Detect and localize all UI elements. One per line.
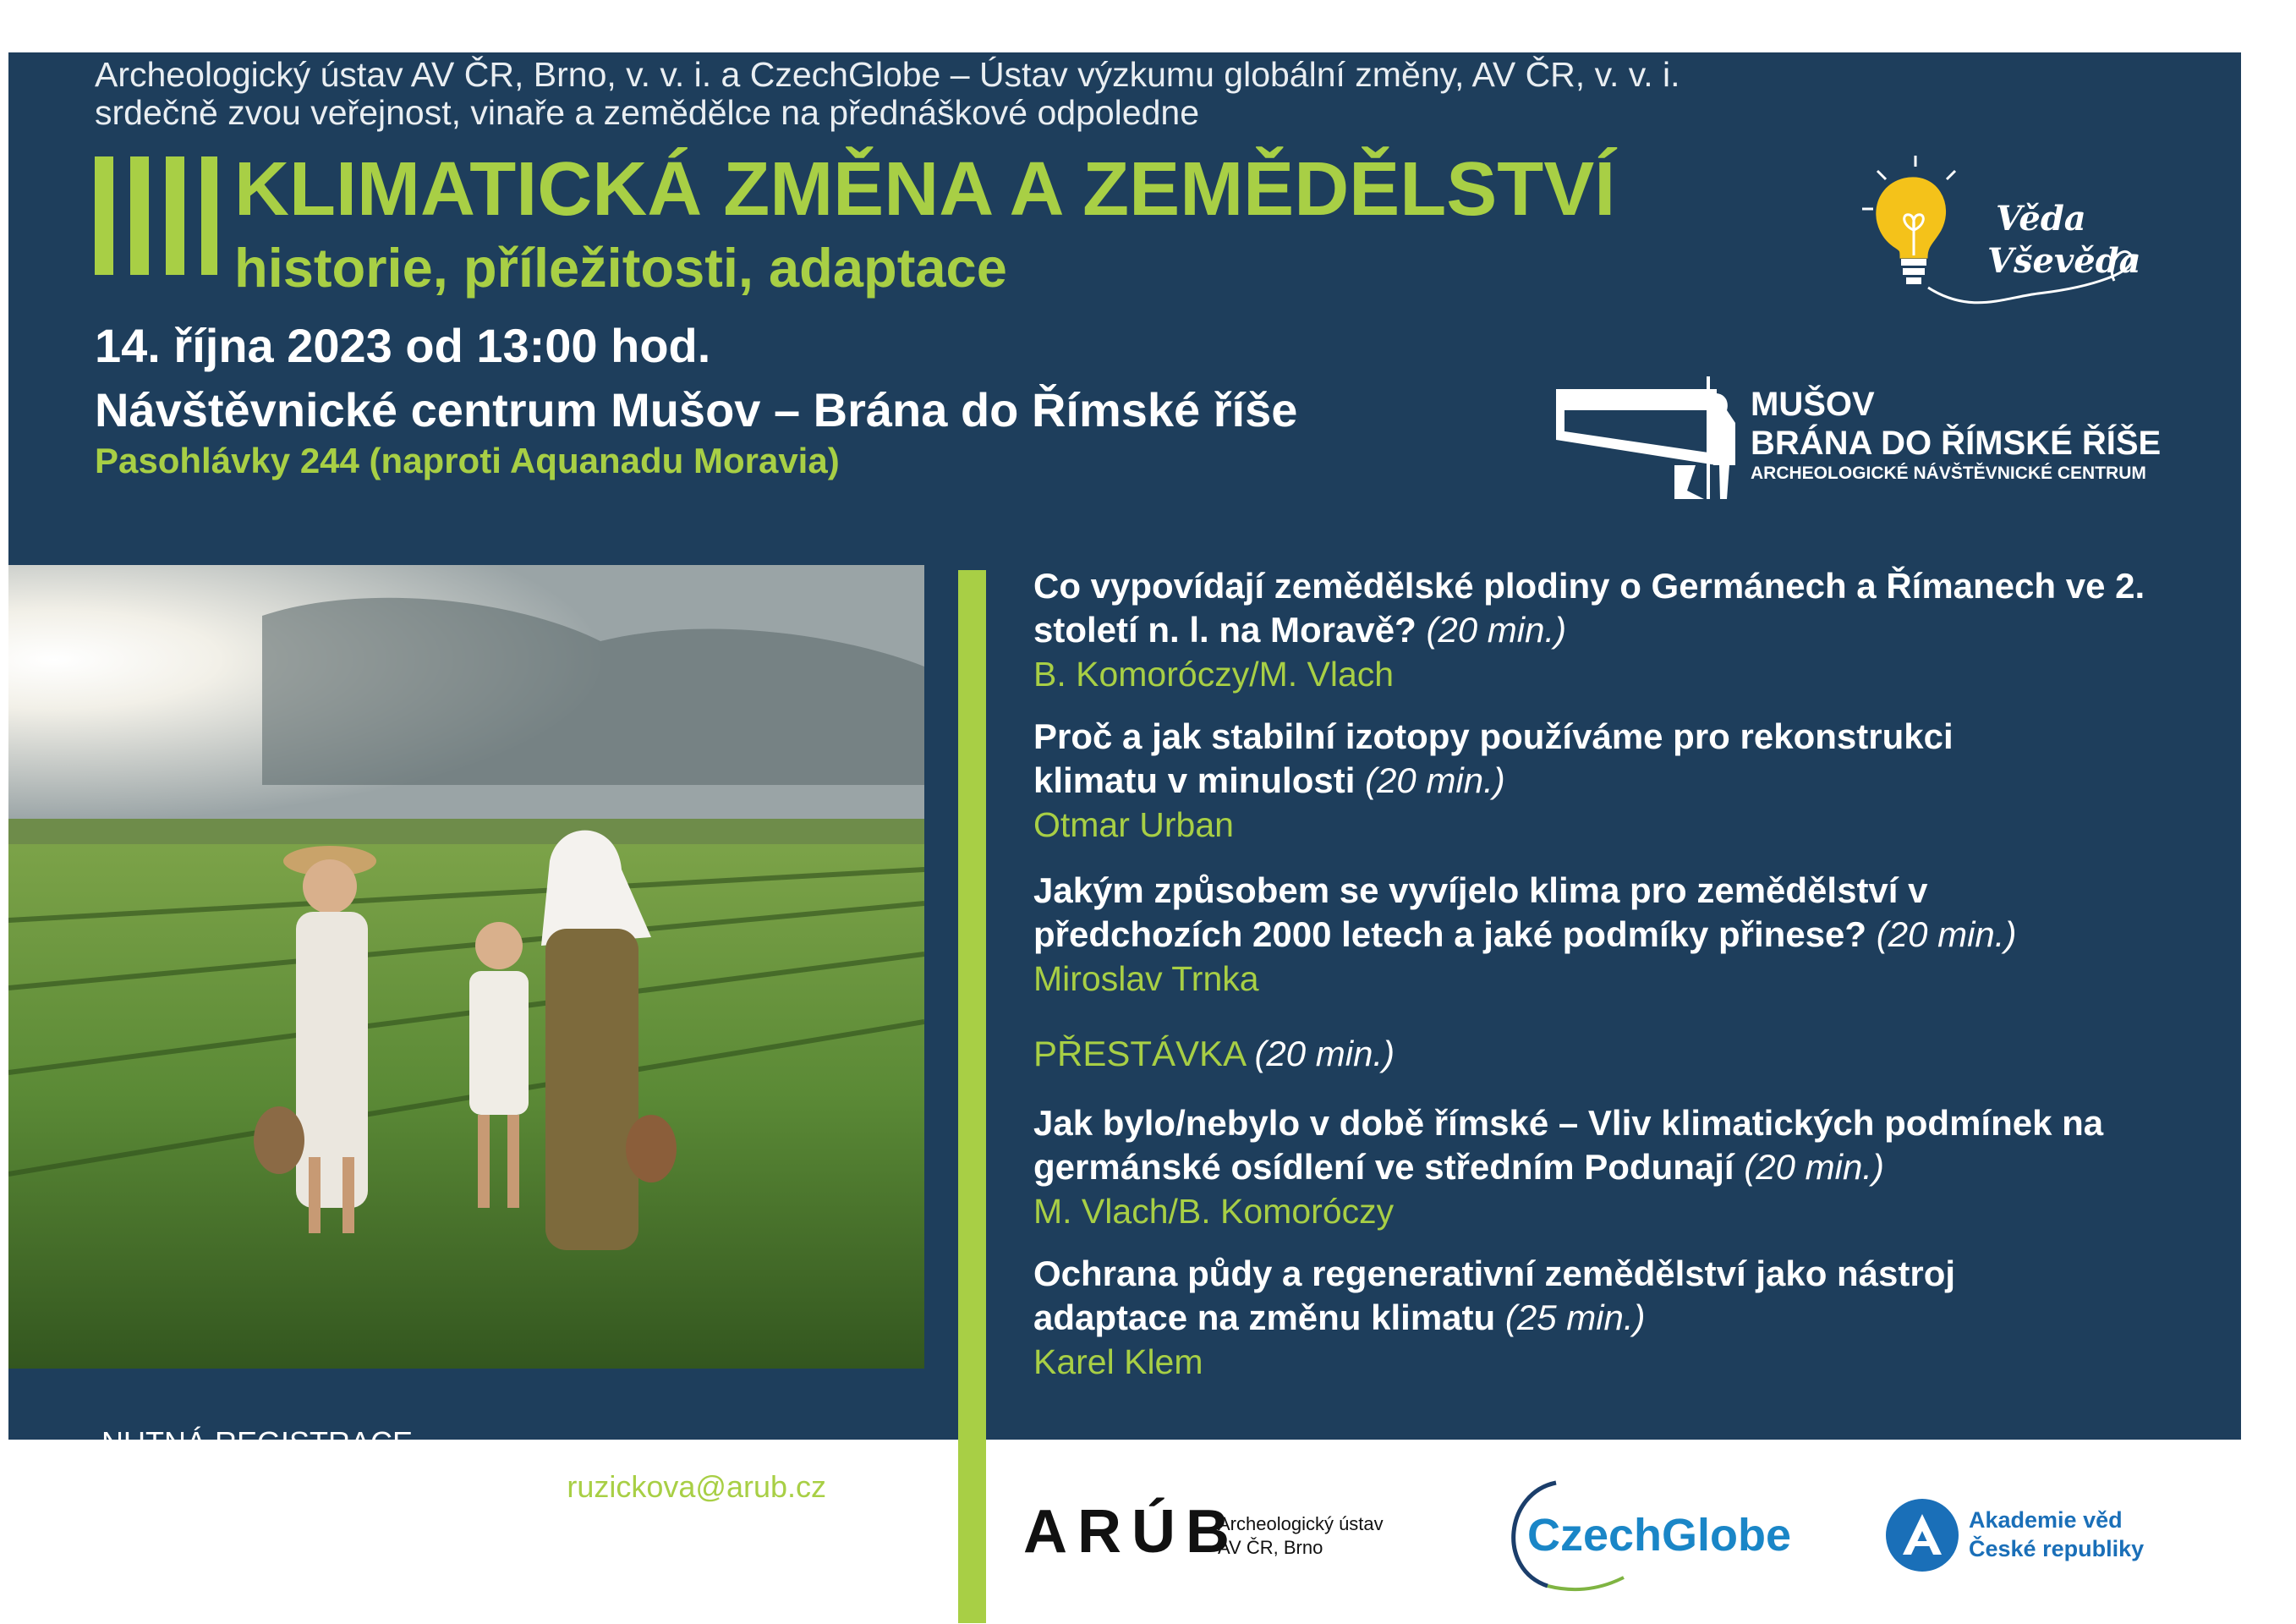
talk-speaker: Otmar Urban xyxy=(1033,805,1234,844)
musov-subtitle: ARCHEOLOGICKÉ NÁVŠTĚVNICKÉ CENTRUM xyxy=(1751,464,2146,483)
organizers-line: Archeologický ústav AV ČR, Brno, v. v. i. a CzechGlobe – Ústav výzkumu globální změny, AV ČR, v. v. i. xyxy=(95,55,1680,94)
arub-logo-text: Archeologický ústav AV ČR, Brno xyxy=(1218,1513,1384,1558)
arub-mark: ARÚB xyxy=(1023,1498,1240,1566)
program-item xyxy=(1033,869,2192,1001)
registration-reason: z důvodu omezeného počtu míst:: ruzickova@arub.cz xyxy=(101,1469,826,1504)
talk-title: Ochrana půdy a regenerativní zemědělství jako nástroj adaptace na změnu klimatu (25 min.) xyxy=(1033,1254,1956,1337)
svg-text:Věda: Věda xyxy=(1996,199,2086,239)
event-title: KLIMATICKÁ ZMĚNA A ZEMĚDĚLSTVÍ xyxy=(234,147,1616,232)
akademie-logo xyxy=(1884,1497,2145,1577)
event-address: Pasohlávky 244 (naproti Aquanadu Moravia) xyxy=(95,441,840,480)
talk-title: Jakým způsobem se vyvíjelo klima pro zemědělství v předchozích 2000 letech a jaké podmíky přinese? (20 min.) xyxy=(1033,870,2017,954)
talk-title: Co vypovídají zemědělské plodiny o Germánech a Římanech ve 2. století n. l. na Moravě? (20 min.) xyxy=(1033,566,2145,650)
title-bars-decoration xyxy=(95,156,217,275)
akademie-emblem-icon xyxy=(1884,1497,1960,1573)
musov-logo-text xyxy=(1751,385,2161,463)
musov-tagline: BRÁNA DO ŘÍMSKÉ ŘÍŠE xyxy=(1751,425,2162,462)
czechglobe-logo-text: CzechGlobe xyxy=(1527,1510,1792,1561)
talk-title: Jak bylo/nebylo v době římské – Vliv klimatických podmínek na germánské osídlení ve středním Podunají (20 min.) xyxy=(1033,1103,2104,1187)
break-label: PŘESTÁVKA xyxy=(1033,1034,1245,1073)
registration-heading: NUTNÁ REGISTRACE xyxy=(101,1425,414,1460)
talk-speaker: Miroslav Trnka xyxy=(1033,959,1259,998)
break-item xyxy=(1033,1034,2192,1074)
program-item xyxy=(1033,1252,2192,1384)
event-subtitle: historie, příležitosti, adaptace xyxy=(234,237,1007,299)
talk-speaker: B. Komoróczy/M. Vlach xyxy=(1033,655,1395,694)
event-date: 14. října 2023 od 13:00 hod. xyxy=(95,319,711,372)
veda-vseveda-logo xyxy=(1852,145,2156,340)
invitation-text xyxy=(95,56,1680,132)
musov-name: MUŠOV xyxy=(1751,386,1875,423)
lightbulb-icon xyxy=(1862,156,1955,284)
registration-email[interactable]: ruzickova@arub.cz xyxy=(567,1469,826,1504)
program-item xyxy=(1033,715,2192,847)
green-divider-bar xyxy=(958,570,986,1623)
svg-text:Vševěda: Vševěda xyxy=(1987,241,2141,281)
registration-info xyxy=(101,1421,826,1553)
registration-free: Účast na akci je zdarma. xyxy=(101,1513,436,1548)
akademie-logo-text: Akademie věd České republiky xyxy=(1969,1507,2145,1561)
vineyard-photo xyxy=(8,565,924,1369)
program-item xyxy=(1033,564,2192,696)
talk-speaker: M. Vlach/B. Komoróczy xyxy=(1033,1192,1395,1231)
talk-speaker: Karel Klem xyxy=(1033,1342,1203,1381)
break-duration: (20 min.) xyxy=(1254,1034,1395,1073)
invitation-line: srdečně zvou veřejnost, vinaře a zemědělce na přednáškové odpoledne xyxy=(95,93,1199,132)
event-venue: Návštěvnické centrum Mušov – Brána do Římské říše xyxy=(95,383,1298,436)
program-item xyxy=(1033,1101,2192,1233)
talk-title: Proč a jak stabilní izotopy používáme pro rekonstrukci klimatu v minulosti (20 min.) xyxy=(1033,716,1954,800)
